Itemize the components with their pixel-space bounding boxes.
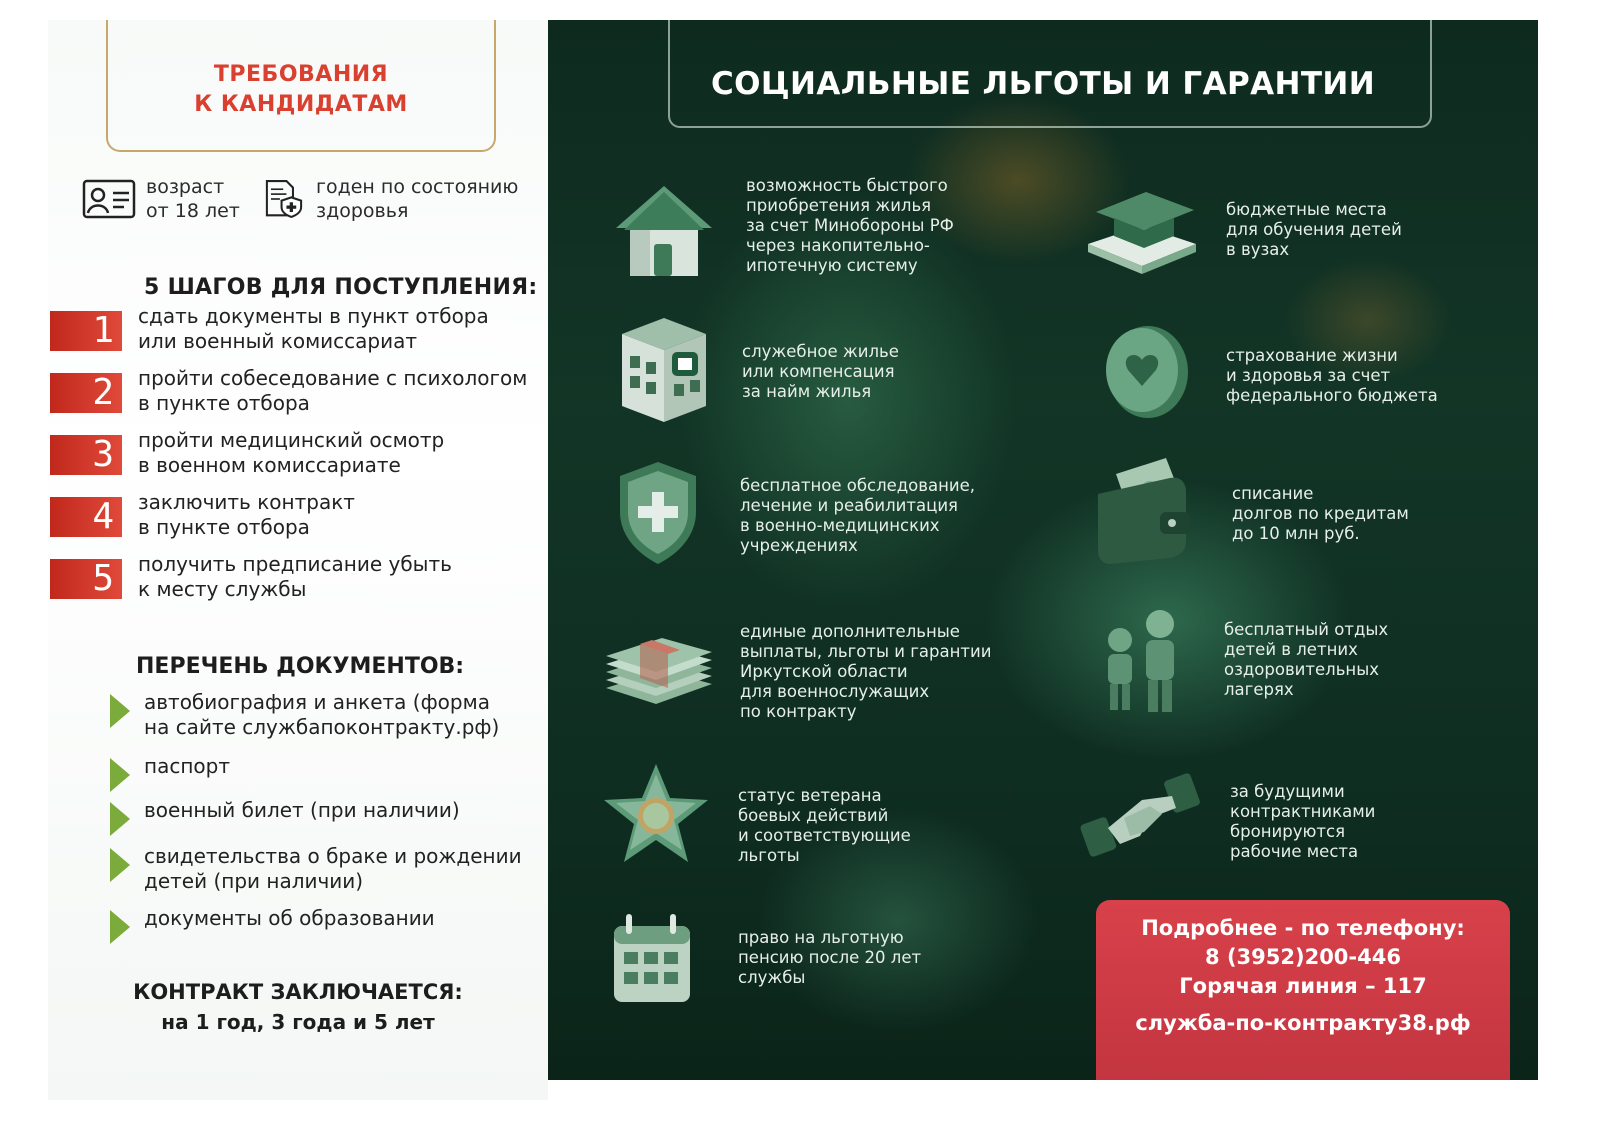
benefit-text-line: для обучения детей <box>1226 220 1402 239</box>
benefit-text-line: списание <box>1232 484 1314 503</box>
requirement-age-line2: от 18 лет <box>146 200 240 222</box>
step-text-line1: заключить контракт <box>138 490 355 514</box>
step-text-line1: сдать документы в пункт отбора <box>138 304 489 328</box>
benefit-text-line: учреждениях <box>740 536 858 555</box>
requirement-age-line1: возраст <box>146 176 225 198</box>
requirements-title-line1: ТРЕБОВАНИЯ <box>213 62 389 87</box>
document-text-line2: детей (при наличии) <box>144 869 364 893</box>
benefit-text-line: боевых действий <box>738 806 889 825</box>
arrow-bullet-icon <box>110 848 130 882</box>
benefit-text-line: в военно-медицинских <box>740 516 940 535</box>
arrow-bullet-icon <box>110 910 130 944</box>
benefit-text-line: льготы <box>738 846 800 865</box>
benefit-text-line: страхование жизни <box>1226 346 1398 365</box>
benefit-text-line: бронируются <box>1230 822 1345 841</box>
benefits-panel <box>548 20 1538 1080</box>
benefit-text-line: через накопительно- <box>746 236 930 255</box>
benefit-text-line: лечение и реабилитация <box>740 496 958 515</box>
requirement-health-line1: годен по состоянию <box>316 176 519 198</box>
benefit-text-line: и соответствующие <box>738 826 911 845</box>
medical-document-icon <box>262 175 306 223</box>
benefit-text-line: и здоровья за счет <box>1226 366 1391 385</box>
benefit-text-line: возможность быстрого <box>746 176 948 195</box>
step-number: 1 <box>50 311 122 351</box>
requirement-age <box>82 175 240 223</box>
benefit-text-line: детей в летних <box>1224 640 1358 659</box>
benefit-text-line: статус ветерана <box>738 786 882 805</box>
contact-box <box>1096 900 1510 1080</box>
step-text-line1: пройти собеседование с психологом <box>138 366 528 390</box>
documents-title: ПЕРЕЧЕНЬ ДОКУМЕНТОВ: <box>136 654 465 679</box>
document-text-line1: паспорт <box>144 754 230 778</box>
arrow-bullet-icon <box>110 758 130 792</box>
benefit-text-line: служебное жилье <box>742 342 899 361</box>
step-number: 3 <box>50 435 122 475</box>
calendar-icon <box>602 906 722 1026</box>
steps-title: 5 ШАГОВ ДЛЯ ПОСТУПЛЕНИЯ: <box>144 275 538 300</box>
step-text-line2: в пункте отбора <box>138 515 310 539</box>
step-text-line1: получить предписание убыть <box>138 552 452 576</box>
document-text-line2: на сайте службапоконтракту.рф) <box>144 715 500 739</box>
requirements-header <box>106 20 496 152</box>
contract-title: КОНТРАКТ ЗАКЛЮЧАЕТСЯ: <box>133 980 463 1004</box>
step-text-line1: пройти медицинский осмотр <box>138 428 445 452</box>
benefit-text-line: пенсию после 20 лет <box>738 948 922 967</box>
contact-website[interactable]: служба-по-контракту38.рф <box>1135 1011 1471 1035</box>
benefit-text-line: за найм жилья <box>742 382 872 401</box>
contact-phone[interactable]: 8 (3952)200-446 <box>1205 945 1401 969</box>
requirement-health <box>262 175 518 223</box>
benefit-text-line: лагерях <box>1224 680 1294 699</box>
benefits-title: СОЦИАЛЬНЫЕ ЛЬГОТЫ И ГАРАНТИИ <box>710 66 1376 102</box>
benefit-text-line: единые дополнительные <box>740 622 960 641</box>
benefit-text-line: службы <box>738 968 806 987</box>
benefit-text-line: оздоровительных <box>1224 660 1380 679</box>
benefit-text-line: бесплатное обследование, <box>740 476 976 495</box>
benefit-text-line: для военнослужащих <box>740 682 930 701</box>
document-text-line1: автобиография и анкета (форма <box>144 690 490 714</box>
contact-hotline[interactable]: Горячая линия – 117 <box>1179 974 1427 998</box>
benefit-text-line: бесплатный отдых <box>1224 620 1389 639</box>
heart-coin-icon <box>1090 316 1210 436</box>
step-number: 4 <box>50 497 122 537</box>
benefit-text-line: Иркутской области <box>740 662 908 681</box>
money-stack-icon <box>600 610 720 730</box>
document-text-line1: документы об образовании <box>144 906 435 930</box>
step-text-line2: к месту службы <box>138 577 307 601</box>
benefit-text-line: приобретения жилья <box>746 196 932 215</box>
benefit-text-line: рабочие места <box>1230 842 1359 861</box>
benefit-text-line: до 10 млн руб. <box>1232 524 1360 543</box>
step-number: 5 <box>50 559 122 599</box>
step-item <box>50 304 550 360</box>
document-text-line1: военный билет (при наличии) <box>144 798 460 822</box>
handshake-icon <box>1080 756 1200 876</box>
arrow-bullet-icon <box>110 802 130 836</box>
step-text-line2: или военный комиссариат <box>138 329 418 353</box>
benefit-text-line: долгов по кредитам <box>1232 504 1409 523</box>
star-medal-icon <box>596 758 716 878</box>
children-icon <box>1096 600 1216 720</box>
requirements-panel <box>48 20 548 1100</box>
benefit-text-line: бюджетные места <box>1226 200 1387 219</box>
benefit-text-line: право на льготную <box>738 928 904 947</box>
step-item <box>50 490 550 546</box>
requirements-list <box>82 175 552 245</box>
benefit-text-line: выплаты, льготы и гарантии <box>740 642 992 661</box>
wallet-icon <box>1088 450 1208 570</box>
step-item <box>50 552 550 608</box>
requirement-health-line2: здоровья <box>316 200 409 222</box>
benefit-text-line: за счет Минобороны РФ <box>746 216 954 235</box>
step-number: 2 <box>50 373 122 413</box>
graduation-cap-icon <box>1082 174 1202 294</box>
requirements-title-line2: К КАНДИДАТАМ <box>194 92 408 117</box>
contact-heading: Подробнее - по телефону: <box>1141 916 1465 940</box>
benefit-text-line: в вузах <box>1226 240 1290 259</box>
step-item <box>50 366 550 422</box>
medical-shield-icon <box>598 454 718 574</box>
contract-terms: на 1 год, 3 года и 5 лет <box>161 1010 435 1034</box>
house-icon <box>604 170 724 290</box>
step-item <box>50 428 550 484</box>
benefit-text-line: ипотечную систему <box>746 256 918 275</box>
benefit-text-line: за будущими <box>1230 782 1345 801</box>
arrow-bullet-icon <box>110 694 130 728</box>
benefit-text-line: по контракту <box>740 702 857 721</box>
benefit-text-line: федерального бюджета <box>1226 386 1438 405</box>
id-card-icon <box>82 175 136 223</box>
benefit-text-line: контрактниками <box>1230 802 1376 821</box>
benefit-text-line: или компенсация <box>742 362 895 381</box>
step-text-line2: в пункте отбора <box>138 391 310 415</box>
building-icon <box>602 310 722 430</box>
document-text-line1: свидетельства о браке и рождении <box>144 844 522 868</box>
step-text-line2: в военном комиссариате <box>138 453 401 477</box>
